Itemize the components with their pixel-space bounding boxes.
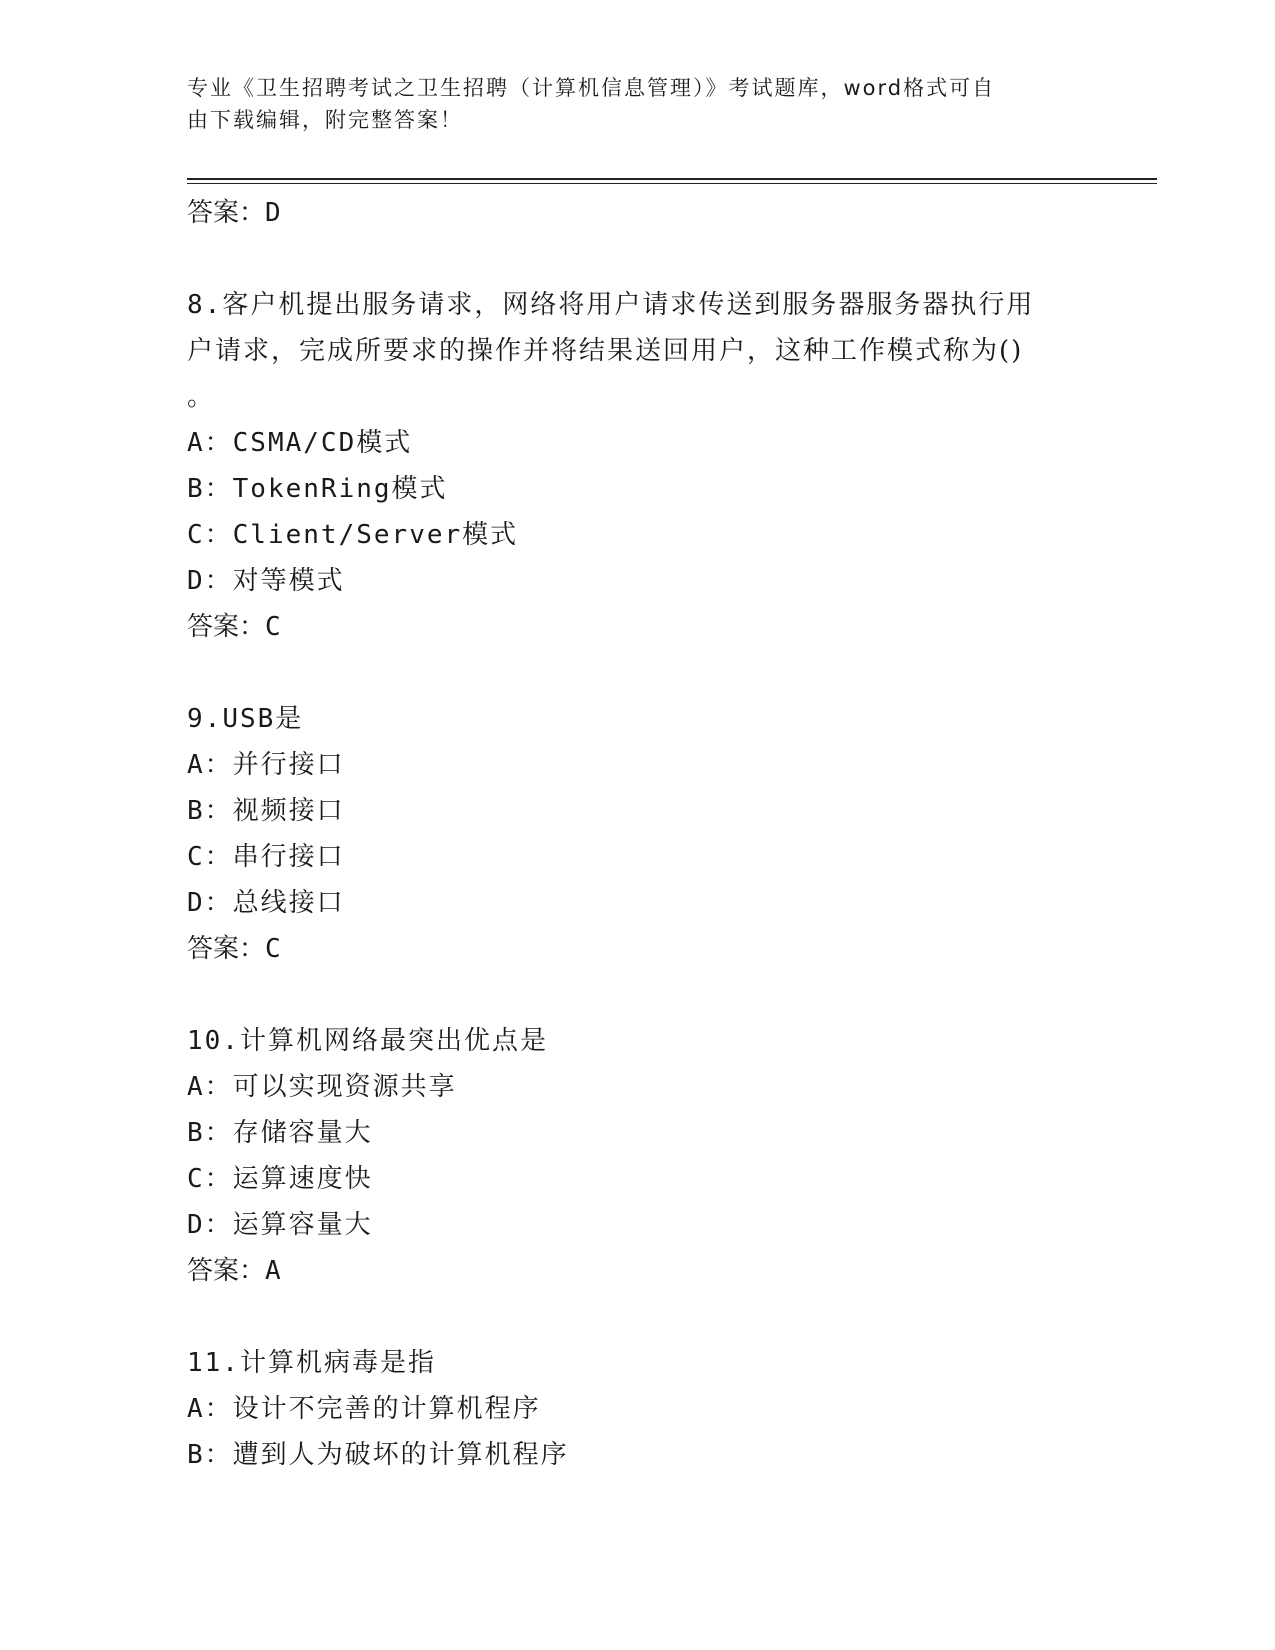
question-number: 9. (187, 704, 223, 734)
answer-label: 答案： (187, 198, 266, 228)
question-stem-line (187, 1340, 1087, 1386)
answer-line-q7 (187, 190, 1087, 236)
question-11 (187, 1340, 1087, 1478)
answer-label: 答案： (187, 612, 266, 642)
question-stem-line (187, 1018, 1087, 1064)
option-text: 设计不完善的计算机程序 (232, 1394, 541, 1424)
answer-label: 答案： (187, 934, 266, 964)
option-text: 可以实现资源共享 (232, 1072, 457, 1102)
option-list (187, 420, 1087, 604)
option-key: A： (187, 428, 233, 458)
question-stem-text: 计算机网络最突出优点是 (239, 1026, 548, 1056)
spacer (187, 972, 1087, 1018)
option-list (187, 1386, 1087, 1478)
question-number: 8. (187, 290, 223, 320)
option-key: B： (187, 1118, 233, 1148)
option-key: A： (187, 1072, 233, 1102)
question-number: 10. (187, 1026, 240, 1056)
spacer (187, 650, 1087, 696)
question-8 (187, 282, 1087, 650)
answer-letter: C (265, 934, 281, 964)
answer-letter: D (265, 198, 281, 228)
option-text: 总线接口 (232, 888, 345, 918)
option-text: 对等模式 (232, 566, 345, 596)
option-key: D： (187, 566, 233, 596)
option-b (187, 788, 1087, 834)
answer-line (187, 926, 1087, 972)
question-number: 11. (187, 1348, 240, 1378)
option-text: 运算速度快 (232, 1164, 373, 1194)
option-text: 并行接口 (232, 750, 345, 780)
question-10 (187, 1018, 1087, 1294)
answer-letter: C (265, 612, 281, 642)
option-c (187, 1156, 1087, 1202)
option-key: C： (187, 842, 233, 872)
spacer (187, 1294, 1087, 1340)
option-d (187, 1202, 1087, 1248)
header-line-2: 由下载编辑，附完整答案！ (187, 108, 463, 132)
option-a (187, 1386, 1087, 1432)
header-divider-thick (187, 178, 1157, 180)
option-text: 运算容量大 (232, 1210, 373, 1240)
document-body (187, 190, 1087, 1478)
option-b (187, 1432, 1087, 1478)
option-b (187, 1110, 1087, 1156)
question-9 (187, 696, 1087, 972)
option-d (187, 558, 1087, 604)
option-a (187, 1064, 1087, 1110)
option-key: D： (187, 888, 233, 918)
question-stem-line: 。 (187, 382, 216, 412)
option-text: 视频接口 (232, 796, 345, 826)
option-text: 串行接口 (232, 842, 345, 872)
option-text: 遭到人为破坏的计算机程序 (232, 1440, 569, 1470)
option-c (187, 834, 1087, 880)
question-stem-line (187, 696, 1087, 742)
question-stem-text: 计算机病毒是指 (239, 1348, 436, 1378)
option-a (187, 742, 1087, 788)
option-key: A： (187, 1394, 233, 1424)
spacer (187, 236, 1087, 282)
header-divider-thin (187, 183, 1157, 184)
option-text: TokenRing模式 (232, 474, 448, 504)
answer-line (187, 604, 1087, 650)
option-list (187, 742, 1087, 926)
option-key: B： (187, 1440, 233, 1470)
answer-label: 答案： (187, 1256, 266, 1286)
option-key: A： (187, 750, 233, 780)
question-stem-text: USB是 (222, 704, 304, 734)
option-text: 存储容量大 (232, 1118, 373, 1148)
option-d (187, 880, 1087, 926)
question-stem-line (187, 282, 1087, 328)
option-key: C： (187, 520, 233, 550)
answer-letter: A (265, 1256, 281, 1286)
option-text: CSMA/CD模式 (232, 428, 413, 458)
option-key: C： (187, 1164, 233, 1194)
document-header (187, 72, 1067, 136)
option-c (187, 512, 1087, 558)
option-text: Client/Server模式 (232, 520, 519, 550)
header-line-1: 专业《卫生招聘考试之卫生招聘（计算机信息管理）》考试题库，word格式可自 (187, 76, 996, 100)
option-a (187, 420, 1087, 466)
question-stem-text: 客户机提出服务请求，网络将用户请求传送到服务器服务器执行用 (222, 290, 1035, 320)
option-key: D： (187, 1210, 233, 1240)
option-list (187, 1064, 1087, 1248)
answer-line (187, 1248, 1087, 1294)
option-key: B： (187, 796, 233, 826)
option-b (187, 466, 1087, 512)
question-stem-line: 户请求，完成所要求的操作并将结果送回用户，这种工作模式称为() (187, 336, 1024, 366)
option-key: B： (187, 474, 233, 504)
